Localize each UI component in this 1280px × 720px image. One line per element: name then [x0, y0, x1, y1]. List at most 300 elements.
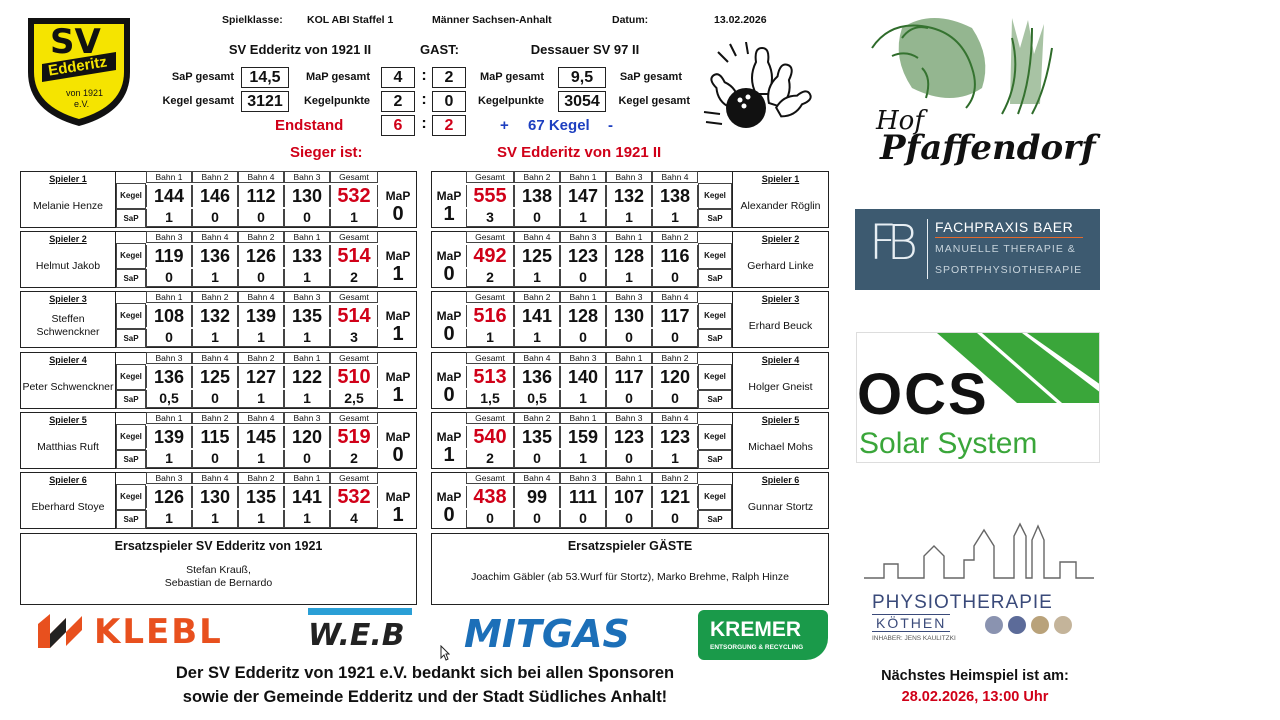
- away-lane-header: Bahn 2: [514, 291, 560, 303]
- home-lane-kegel: 146: [192, 185, 238, 207]
- home-lane-kegel: 119: [146, 245, 192, 267]
- home-sap-label: SaP gesamt: [171, 71, 234, 83]
- away-lane-kegel: 147: [560, 185, 606, 207]
- home-lane-kegel: 133: [284, 245, 330, 267]
- away-lane-header: Bahn 4: [514, 352, 560, 364]
- away-map-label: MaP: [436, 249, 462, 263]
- away-map-label: MaP: [436, 309, 462, 323]
- home-map-label: MaP: [385, 309, 411, 323]
- fb-title: FACHPRAXIS BAER: [935, 219, 1074, 235]
- home-lane-kegel: 141: [284, 486, 330, 508]
- away-lane-kegel: 111: [560, 486, 606, 508]
- away-lane-sap: 0: [514, 450, 560, 468]
- away-kp-box: 0: [432, 91, 466, 112]
- home-lane-sap: 1: [284, 269, 330, 287]
- away-player-name: Holger Gneist: [748, 380, 813, 393]
- spielklasse-label: Spielklasse:: [222, 14, 283, 26]
- away-map-value: 0: [443, 504, 455, 526]
- home-lane-kegel: 139: [146, 426, 192, 448]
- away-substitutes-list: Joachim Gäbler (ab 53.Wurf für Stortz), Marko Brehme, Ralph Hinze: [471, 571, 789, 583]
- home-lane-sap: 0: [146, 269, 192, 287]
- away-lane-sap: 1: [514, 329, 560, 347]
- away-lane-sap: 1: [560, 209, 606, 227]
- home-lane-kegel: 130: [284, 185, 330, 207]
- away-lane-kegel: 123: [652, 426, 698, 448]
- home-lane-kegel: 135: [238, 486, 284, 508]
- away-player-name: Michael Mohs: [748, 440, 813, 453]
- home-lane-sap: 1: [238, 390, 284, 408]
- away-map-value: 1: [443, 444, 455, 466]
- away-lane-sap: 1: [606, 209, 652, 227]
- sap-row-label: SaP: [116, 390, 146, 409]
- sieger-value: SV Edderitz von 1921 II: [497, 144, 662, 161]
- away-sap-box: 9,5: [558, 67, 606, 88]
- away-lane-kegel: 135: [514, 426, 560, 448]
- home-map-label: MaP: [385, 189, 411, 203]
- away-lane-kegel: 125: [514, 245, 560, 267]
- home-player-name: Matthias Ruft: [37, 440, 99, 453]
- sap-row-label: SaP: [698, 329, 732, 348]
- kegel-row-label: Kegel: [698, 183, 732, 209]
- away-lane-kegel: 140: [560, 366, 606, 388]
- away-sap-label: SaP gesamt: [619, 71, 682, 83]
- away-kegel-box: 3054: [558, 91, 606, 112]
- home-lane-kegel: 145: [238, 426, 284, 448]
- kegel-row-label: Kegel: [116, 364, 146, 390]
- logo-sv: SV: [50, 22, 101, 62]
- away-lane-header: Bahn 2: [652, 231, 698, 243]
- away-lane-header: Bahn 4: [652, 171, 698, 183]
- ocs-text: OCS: [857, 362, 989, 427]
- away-lane-header: Bahn 1: [606, 352, 652, 364]
- hof-pfaffendorf-logo: [862, 8, 1102, 174]
- web-text: W.E.B: [308, 618, 405, 653]
- home-player-label: Spieler 6: [49, 475, 87, 485]
- away-lane-kegel: 121: [652, 486, 698, 508]
- away-lane-kegel: 117: [606, 366, 652, 388]
- away-map-label: MaP gesamt: [480, 71, 544, 83]
- sap-row-label: SaP: [116, 510, 146, 529]
- away-lane-sap: 0: [652, 269, 698, 287]
- away-lane-header: Bahn 3: [560, 352, 606, 364]
- away-lane-sap: 0: [560, 269, 606, 287]
- home-total-kegel: 532: [330, 185, 378, 207]
- home-player-label: Spieler 3: [49, 294, 87, 304]
- away-map-value: 0: [443, 323, 455, 345]
- home-lane-kegel: 126: [146, 486, 192, 508]
- away-lane-header: Bahn 1: [560, 171, 606, 183]
- mitgas-logo: MITGAS: [464, 612, 630, 656]
- home-lane-kegel: 112: [238, 185, 284, 207]
- away-lane-sap: 0: [652, 390, 698, 408]
- home-lane-sap: 1: [146, 209, 192, 227]
- home-total-header: Gesamt: [330, 231, 378, 243]
- away-lane-header: Bahn 4: [652, 291, 698, 303]
- thanks-line-2: sowie der Gemeinde Edderitz und der Stadt Südliches Anhalt!: [182, 688, 668, 706]
- kegel-row-label: Kegel: [698, 243, 732, 269]
- home-total-sap: 1: [330, 209, 378, 227]
- away-lane-header: Bahn 3: [560, 231, 606, 243]
- away-lane-sap: 0: [514, 209, 560, 227]
- gast-label: GAST:: [420, 42, 459, 57]
- sap-row-label: SaP: [698, 209, 732, 228]
- away-kp-label: Kegelpunkte: [477, 95, 544, 107]
- endstand-away-box: 2: [432, 115, 466, 136]
- ocs-solar-logo: [856, 332, 1100, 463]
- home-map-value: 1: [392, 323, 404, 345]
- away-total-kegel: 492: [466, 245, 514, 267]
- away-lane-kegel: 123: [560, 245, 606, 267]
- home-lane-kegel: 136: [192, 245, 238, 267]
- home-lane-kegel: 115: [192, 426, 238, 448]
- away-team-title: Dessauer SV 97 II: [530, 42, 640, 57]
- web-logo: [306, 608, 414, 656]
- away-map-label: MaP: [436, 490, 462, 504]
- home-lane-sap: 0: [192, 450, 238, 468]
- home-kp-box: 2: [381, 91, 415, 112]
- physio-owner: INHABER: JENS KAULITZKI: [872, 635, 956, 642]
- home-lane-header: Bahn 3: [284, 171, 330, 183]
- away-lane-header: Bahn 3: [560, 472, 606, 484]
- home-player-label: Spieler 1: [49, 174, 87, 184]
- home-lane-kegel: 108: [146, 305, 192, 327]
- klebl-text: KLEBL: [94, 612, 223, 652]
- pfaffendorf-text: Pfaffendorf: [880, 128, 1096, 168]
- logo-edderitz: Edderitz: [47, 53, 109, 80]
- away-lane-kegel: 130: [606, 305, 652, 327]
- away-player-label: Spieler 5: [761, 415, 800, 425]
- home-player-name: Helmut Jakob: [35, 259, 101, 272]
- home-map-box: 4: [381, 67, 415, 88]
- away-map-label: MaP: [436, 370, 462, 384]
- sap-row-label: SaP: [116, 450, 146, 469]
- home-lane-header: Bahn 4: [238, 412, 284, 424]
- away-total-kegel: 438: [466, 486, 514, 508]
- away-lane-header: Bahn 2: [652, 352, 698, 364]
- away-lane-sap: 0: [652, 510, 698, 528]
- home-kegel-label: Kegel gesamt: [162, 95, 234, 107]
- home-lane-sap: 0: [192, 390, 238, 408]
- home-lane-header: Bahn 4: [192, 472, 238, 484]
- home-lane-sap: 0: [238, 209, 284, 227]
- away-total-kegel: 555: [466, 185, 514, 207]
- home-total-kegel: 514: [330, 305, 378, 327]
- home-total-kegel: 514: [330, 245, 378, 267]
- home-total-sap: 2: [330, 269, 378, 287]
- away-player-name: Gerhard Linke: [747, 259, 814, 272]
- kegel-row-label: Kegel: [698, 484, 732, 510]
- home-map-label: MaP gesamt: [306, 71, 370, 83]
- away-total-kegel: 513: [466, 366, 514, 388]
- endstand-label: Endstand: [275, 117, 344, 134]
- home-lane-header: Bahn 2: [192, 291, 238, 303]
- home-lane-kegel: 139: [238, 305, 284, 327]
- away-lane-kegel: 138: [514, 185, 560, 207]
- fb-divider: [927, 219, 928, 279]
- kegel-row-label: Kegel: [116, 243, 146, 269]
- away-map-label: MaP: [436, 430, 462, 444]
- home-total-header: Gesamt: [330, 412, 378, 424]
- home-total-header: Gesamt: [330, 472, 378, 484]
- away-lane-kegel: 99: [514, 486, 560, 508]
- home-substitutes-title: Ersatzspieler SV Edderitz von 1921: [114, 539, 323, 553]
- home-map-value: 1: [392, 263, 404, 285]
- away-lane-sap: 0: [560, 329, 606, 347]
- kegel-row-label: Kegel: [116, 424, 146, 450]
- home-lane-header: Bahn 1: [284, 231, 330, 243]
- away-substitutes-title: Ersatzspieler GÄSTE: [567, 539, 693, 553]
- fb-title-underline: [935, 237, 1083, 238]
- home-total-kegel: 519: [330, 426, 378, 448]
- klebl-logo: [36, 612, 270, 652]
- away-lane-header: Bahn 1: [560, 412, 606, 424]
- away-lane-kegel: 132: [606, 185, 652, 207]
- home-lane-header: Bahn 1: [146, 171, 192, 183]
- home-lane-sap: 0: [192, 209, 238, 227]
- away-player-label: Spieler 4: [761, 355, 800, 365]
- home-substitute-1: Stefan Krauß,: [186, 564, 251, 576]
- away-lane-sap: 0: [514, 510, 560, 528]
- away-total-sap: 2: [466, 269, 514, 287]
- logo-year: von 1921: [66, 88, 104, 98]
- away-map-value: 0: [443, 384, 455, 406]
- home-lane-sap: 1: [146, 450, 192, 468]
- home-total-header: Gesamt: [330, 352, 378, 364]
- away-player-name: Gunnar Stortz: [747, 500, 814, 513]
- home-player-label: Spieler 2: [49, 234, 87, 244]
- home-lane-kegel: 122: [284, 366, 330, 388]
- away-lane-sap: 1: [514, 269, 560, 287]
- home-lane-header: Bahn 1: [284, 472, 330, 484]
- away-lane-sap: 0: [606, 390, 652, 408]
- kp-colon: :: [421, 91, 427, 108]
- home-lane-sap: 0: [146, 329, 192, 347]
- home-lane-sap: 1: [238, 510, 284, 528]
- away-lane-header: Bahn 2: [652, 472, 698, 484]
- away-lane-header: Bahn 2: [514, 412, 560, 424]
- away-map-value: 0: [443, 263, 455, 285]
- away-total-header: Gesamt: [466, 412, 514, 424]
- home-lane-kegel: 135: [284, 305, 330, 327]
- fachpraxis-baer-logo: [855, 209, 1100, 290]
- hof-text: Hof: [876, 106, 924, 136]
- kremer-subtext: ENTSORGUNG & RECYCLING: [710, 644, 804, 651]
- home-lane-header: Bahn 4: [192, 231, 238, 243]
- home-total-sap: 3: [330, 329, 378, 347]
- diff-plus: +: [500, 117, 509, 134]
- home-lane-sap: 0,5: [146, 390, 192, 408]
- away-lane-header: Bahn 3: [606, 171, 652, 183]
- klebl-mark-icon: [36, 612, 86, 650]
- away-lane-kegel: 159: [560, 426, 606, 448]
- home-map-label: MaP: [385, 430, 411, 444]
- away-total-header: Gesamt: [466, 291, 514, 303]
- away-lane-header: Bahn 3: [606, 291, 652, 303]
- home-lane-header: Bahn 1: [284, 352, 330, 364]
- home-lane-sap: 1: [284, 329, 330, 347]
- away-lane-kegel: 128: [606, 245, 652, 267]
- away-map-label: MaP: [436, 189, 462, 203]
- home-lane-sap: 1: [192, 510, 238, 528]
- kremer-text: KREMER: [710, 618, 802, 641]
- away-total-kegel: 516: [466, 305, 514, 327]
- sap-row-label: SaP: [698, 450, 732, 469]
- next-home-game-date: 28.02.2026, 13:00 Uhr: [901, 689, 1049, 705]
- sap-row-label: SaP: [698, 390, 732, 409]
- away-lane-header: Bahn 3: [606, 412, 652, 424]
- away-lane-sap: 1: [652, 209, 698, 227]
- away-total-header: Gesamt: [466, 171, 514, 183]
- away-lane-kegel: 136: [514, 366, 560, 388]
- home-lane-sap: 0: [284, 450, 330, 468]
- map-colon: :: [421, 67, 427, 84]
- away-total-header: Gesamt: [466, 231, 514, 243]
- fb-sub-1: MANUELLE THERAPIE &: [935, 243, 1076, 255]
- home-lane-sap: 1: [192, 269, 238, 287]
- away-substitutes-box: [431, 533, 829, 605]
- away-player-label: Spieler 6: [761, 475, 800, 485]
- physio-city: KÖTHEN: [872, 614, 950, 632]
- home-lane-header: Bahn 1: [146, 412, 192, 424]
- away-lane-kegel: 141: [514, 305, 560, 327]
- sap-row-label: SaP: [698, 510, 732, 529]
- away-total-kegel: 540: [466, 426, 514, 448]
- home-map-value: 1: [392, 384, 404, 406]
- club-logo: [20, 12, 138, 130]
- diff-minus: -: [608, 117, 613, 134]
- home-map-label: MaP: [385, 249, 411, 263]
- home-total-kegel: 532: [330, 486, 378, 508]
- home-lane-header: Bahn 3: [284, 412, 330, 424]
- away-lane-sap: 1: [560, 450, 606, 468]
- away-lane-header: Bahn 1: [606, 472, 652, 484]
- away-lane-header: Bahn 1: [560, 291, 606, 303]
- home-lane-sap: 1: [146, 510, 192, 528]
- endstand-home-box: 6: [381, 115, 415, 136]
- physiotherapie-koethen-logo: [864, 516, 1094, 646]
- home-map-label: MaP: [385, 490, 411, 504]
- home-total-kegel: 510: [330, 366, 378, 388]
- away-lane-kegel: 107: [606, 486, 652, 508]
- home-lane-header: Bahn 3: [284, 291, 330, 303]
- home-lane-sap: 0: [238, 269, 284, 287]
- away-lane-sap: 1: [652, 450, 698, 468]
- away-player-name: Erhard Beuck: [748, 319, 813, 332]
- physio-icons: [984, 614, 1074, 636]
- home-lane-header: Bahn 2: [238, 472, 284, 484]
- sap-row-label: SaP: [698, 269, 732, 288]
- home-player-name: Peter Schwenckner: [22, 380, 114, 393]
- bowling-pins-icon: [700, 42, 822, 134]
- home-lane-kegel: 132: [192, 305, 238, 327]
- away-lane-kegel: 138: [652, 185, 698, 207]
- spielklasse-value: KOL ABI Staffel 1: [307, 14, 394, 26]
- away-total-sap: 1: [466, 329, 514, 347]
- away-lane-sap: 1: [560, 390, 606, 408]
- home-lane-kegel: 144: [146, 185, 192, 207]
- home-lane-sap: 1: [192, 329, 238, 347]
- away-total-sap: 2: [466, 450, 514, 468]
- home-total-header: Gesamt: [330, 291, 378, 303]
- mouse-cursor-icon: [440, 645, 450, 661]
- datum-label: Datum:: [612, 14, 649, 26]
- home-lane-kegel: 120: [284, 426, 330, 448]
- skyline-icon: [864, 516, 1094, 586]
- home-total-header: Gesamt: [330, 171, 378, 183]
- home-player-label: Spieler 5: [49, 415, 87, 425]
- home-total-sap: 2,5: [330, 390, 378, 408]
- home-lane-header: Bahn 2: [238, 231, 284, 243]
- away-lane-kegel: 116: [652, 245, 698, 267]
- home-lane-header: Bahn 4: [192, 352, 238, 364]
- home-total-sap: 2: [330, 450, 378, 468]
- home-map-label: MaP: [385, 370, 411, 384]
- sap-row-label: SaP: [116, 329, 146, 348]
- away-map-box: 2: [432, 67, 466, 88]
- kremer-logo: [698, 610, 828, 660]
- away-lane-sap: 0,5: [514, 390, 560, 408]
- away-lane-header: Bahn 4: [514, 231, 560, 243]
- thanks-line-1: Der SV Edderitz von 1921 e.V. bedankt sich bei allen Sponsoren: [175, 664, 675, 682]
- away-total-sap: 0: [466, 510, 514, 528]
- away-map-value: 1: [443, 203, 455, 225]
- away-player-label: Spieler 2: [761, 234, 800, 244]
- home-lane-sap: 1: [284, 390, 330, 408]
- home-lane-sap: 1: [238, 329, 284, 347]
- away-lane-kegel: 128: [560, 305, 606, 327]
- away-lane-kegel: 117: [652, 305, 698, 327]
- home-lane-header: Bahn 3: [146, 472, 192, 484]
- kegel-difference: 67 Kegel: [528, 117, 590, 134]
- kegel-row-label: Kegel: [698, 364, 732, 390]
- home-lane-sap: 0: [284, 209, 330, 227]
- home-lane-kegel: 127: [238, 366, 284, 388]
- home-team-title: SV Edderitz von 1921 II: [228, 42, 372, 57]
- away-lane-kegel: 123: [606, 426, 652, 448]
- home-kegel-box: 3121: [241, 91, 289, 112]
- home-map-value: 1: [392, 504, 404, 526]
- home-player-name: Eberhard Stoye: [31, 500, 105, 513]
- home-lane-header: Bahn 2: [238, 352, 284, 364]
- home-lane-header: Bahn 4: [238, 171, 284, 183]
- kegel-row-label: Kegel: [116, 183, 146, 209]
- home-player-name: Melanie Henze: [32, 199, 104, 212]
- away-player-name: Alexander Röglin: [740, 199, 821, 212]
- endstand-colon: :: [421, 115, 427, 132]
- away-lane-header: Bahn 2: [514, 171, 560, 183]
- away-total-header: Gesamt: [466, 472, 514, 484]
- away-lane-sap: 0: [606, 329, 652, 347]
- away-lane-sap: 0: [606, 510, 652, 528]
- away-lane-kegel: 120: [652, 366, 698, 388]
- away-lane-sap: 0: [560, 510, 606, 528]
- home-map-value: 0: [392, 203, 404, 225]
- home-lane-header: Bahn 2: [192, 412, 238, 424]
- home-lane-header: Bahn 3: [146, 231, 192, 243]
- cow-illustration-icon: [862, 8, 1102, 118]
- home-substitute-2: Sebastian de Bernardo: [164, 577, 273, 589]
- kegel-row-label: Kegel: [698, 303, 732, 329]
- home-player-label: Spieler 4: [49, 355, 87, 365]
- home-lane-kegel: 125: [192, 366, 238, 388]
- home-lane-kegel: 130: [192, 486, 238, 508]
- away-player-label: Spieler 3: [761, 294, 800, 304]
- away-lane-sap: 1: [606, 269, 652, 287]
- web-bar: [308, 608, 412, 615]
- away-kegel-label: Kegel gesamt: [618, 95, 690, 107]
- home-lane-kegel: 136: [146, 366, 192, 388]
- away-total-header: Gesamt: [466, 352, 514, 364]
